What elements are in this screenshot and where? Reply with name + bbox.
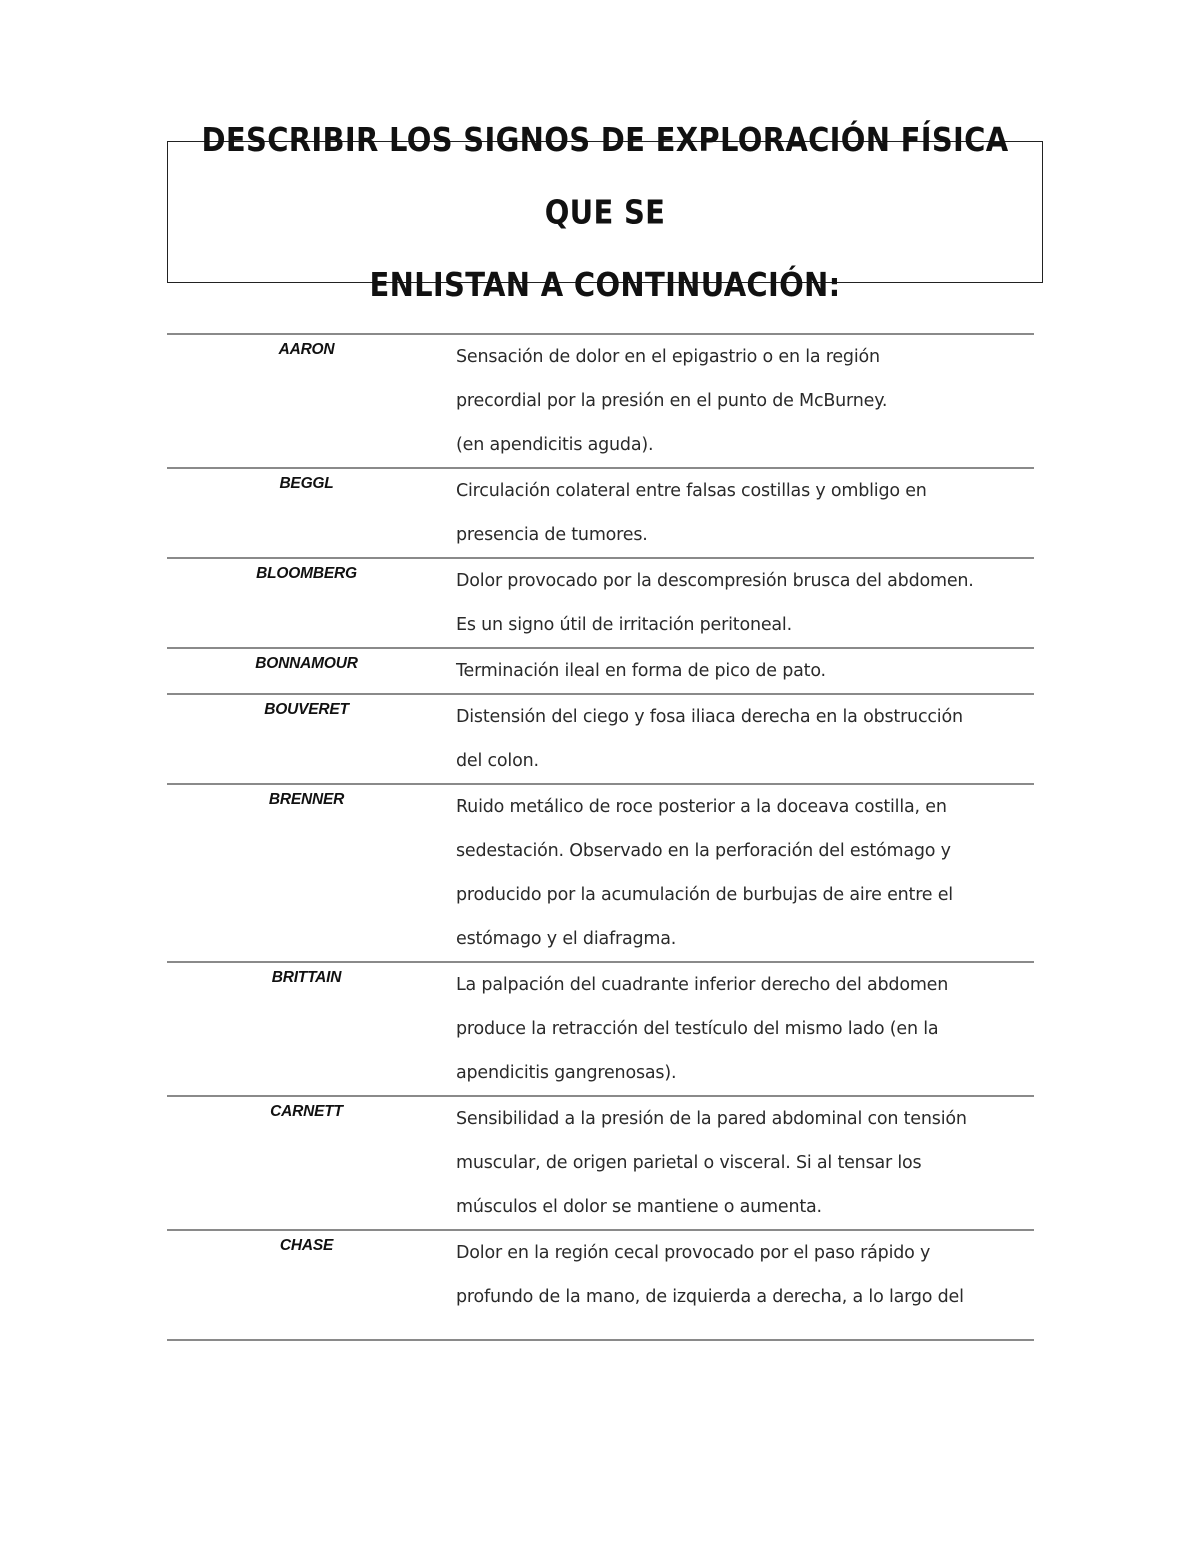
table-row	[167, 694, 1034, 784]
description-line: Sensación de dolor en el epigastrio o en la región	[456, 347, 880, 367]
sign-name: CHASE	[279, 1237, 334, 1254]
sign-name: BEGGL	[279, 475, 334, 492]
description-line: del colon.	[456, 751, 539, 771]
description-line: profundo de la mano, de izquierda a derecha, a lo largo del	[456, 1287, 964, 1307]
sign-name: BRENNER	[268, 791, 345, 808]
sign-description	[446, 1096, 1034, 1230]
description-line: Terminación ileal en forma de pico de pato.	[456, 661, 826, 681]
sign-description	[446, 558, 1034, 648]
description-line: (en apendicitis aguda).	[456, 435, 654, 455]
title-line-2: ENLISTAN A CONTINUACIÓN:	[369, 264, 841, 304]
sign-name: BOUVERET	[264, 701, 349, 718]
sign-description	[446, 468, 1034, 558]
sign-description	[446, 334, 1034, 468]
description-line: Circulación colateral entre falsas costillas y ombligo en	[456, 481, 927, 501]
table-row	[167, 558, 1034, 648]
sign-description	[446, 962, 1034, 1096]
description-line: Distensión del ciego y fosa iliaca derecha en la obstrucción	[456, 707, 963, 727]
signs-table	[167, 333, 1034, 1341]
table-row	[167, 1230, 1034, 1340]
sign-description	[446, 694, 1034, 784]
sign-name: CARNETT	[270, 1103, 343, 1120]
table-row	[167, 1096, 1034, 1230]
sign-description	[446, 648, 1034, 694]
table-row	[167, 962, 1034, 1096]
page-title	[168, 103, 1042, 320]
table-row	[167, 468, 1034, 558]
description-line: produce la retracción del testículo del mismo lado (en la	[456, 1019, 939, 1039]
table-row	[167, 648, 1034, 694]
description-line: sedestación. Observado en la perforación del estómago y	[456, 841, 951, 861]
table-row	[167, 784, 1034, 962]
description-line: músculos el dolor se mantiene o aumenta.	[456, 1197, 822, 1217]
description-line: estómago y el diafragma.	[456, 929, 677, 949]
sign-name: BRITTAIN	[271, 969, 342, 986]
description-line: Sensibilidad a la presión de la pared abdominal con tensión	[456, 1109, 967, 1129]
description-line: muscular, de origen parietal o visceral. Si al tensar los	[456, 1153, 922, 1173]
description-line: Ruido metálico de roce posterior a la doceava costilla, en	[456, 797, 947, 817]
sign-name: AARON	[278, 341, 335, 358]
signs-table-body	[167, 334, 1034, 1340]
title-box	[167, 119, 1043, 304]
sign-description	[446, 784, 1034, 962]
sign-description	[446, 1230, 1034, 1340]
description-line: precordial por la presión en el punto de McBurney.	[456, 391, 888, 411]
description-line: presencia de tumores.	[456, 525, 648, 545]
sign-name: BONNAMOUR	[255, 655, 358, 672]
title-line-1: DESCRIBIR LOS SIGNOS DE EXPLORACIÓN FÍSICA QUE SE	[201, 119, 1009, 231]
sign-name: BLOOMBERG	[256, 565, 357, 582]
table-row	[167, 334, 1034, 468]
description-line: producido por la acumulación de burbujas de aire entre el	[456, 885, 953, 905]
description-line: Dolor provocado por la descompresión brusca del abdomen.	[456, 571, 974, 591]
description-line: Es un signo útil de irritación peritoneal.	[456, 615, 792, 635]
description-line: Dolor en la región cecal provocado por el paso rápido y	[456, 1243, 931, 1263]
description-line: La palpación del cuadrante inferior derecho del abdomen	[456, 975, 949, 995]
description-line: apendicitis gangrenosas).	[456, 1063, 677, 1083]
